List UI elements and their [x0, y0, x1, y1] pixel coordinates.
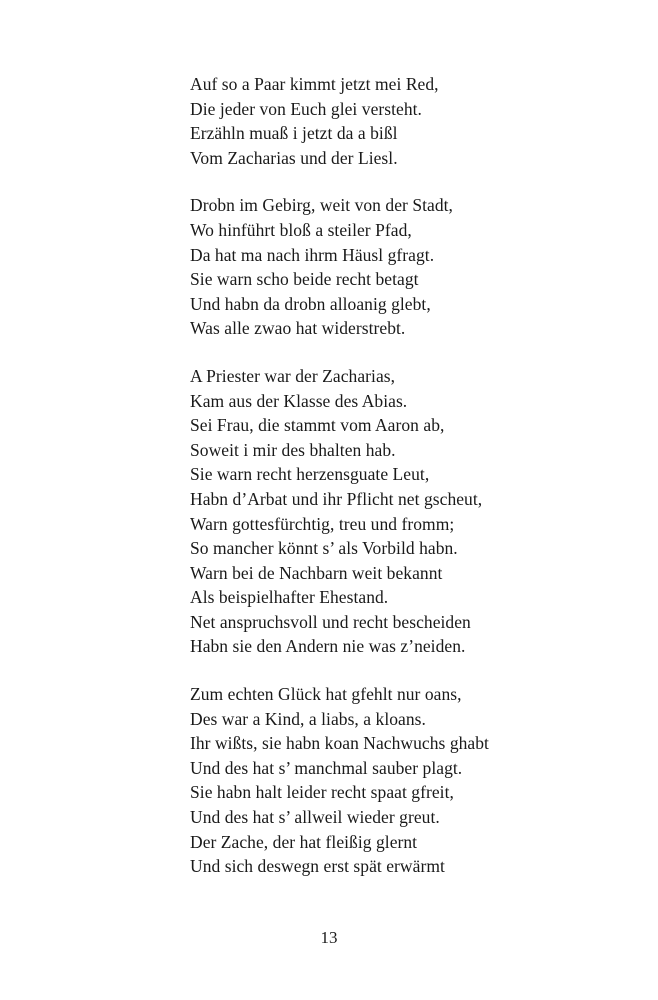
poem-line: Und des hat s’ manchmal sauber plagt.: [190, 757, 463, 778]
stanza-3: [190, 364, 630, 659]
poem-line: Zum echten Glück hat gfehlt nur oans,: [190, 684, 462, 705]
poem-line: Der Zache, der hat fleißig glernt: [190, 831, 418, 852]
poem-body: [190, 72, 630, 902]
poem-line: Und sich deswegn erst spät erwärmt: [190, 856, 445, 877]
poem-line: Vom Zacharias und der Liesl.: [190, 147, 398, 168]
poem-line: Die jeder von Euch glei versteht.: [190, 98, 422, 119]
poem-line: Sie warn scho beide recht betagt: [190, 269, 419, 290]
stanza-2: [190, 193, 630, 341]
stanza-1: [190, 72, 630, 170]
poem-line: Soweit i mir des bhalten hab.: [190, 439, 396, 460]
poem-line: Net anspruchsvoll und recht bescheiden: [190, 611, 471, 632]
poem-line: Als beispielhafter Ehestand.: [190, 587, 389, 608]
poem-line: Habn d’Arbat und ihr Pflicht net gscheut,: [190, 488, 483, 509]
poem-line: Habn sie den Andern nie was z’neiden.: [190, 636, 466, 657]
poem-line: Wo hinführt bloß a steiler Pfad,: [190, 219, 412, 240]
page-number: 13: [320, 928, 338, 947]
poem-line: Drobn im Gebirg, weit von der Stadt,: [190, 195, 453, 216]
poem-line: Sie habn halt leider recht spaat gfreit,: [190, 782, 454, 803]
stanza-4: [190, 682, 630, 879]
poem-line: Was alle zwao hat widerstrebt.: [190, 318, 406, 339]
poem-line: Sei Frau, die stammt vom Aaron ab,: [190, 415, 445, 436]
poem-line: Kam aus der Klasse des Abias.: [190, 390, 408, 411]
poem-line: Ihr wißts, sie habn koan Nachwuchs ghabt: [190, 733, 489, 754]
poem-line: So mancher könnt s’ als Vorbild habn.: [190, 538, 458, 559]
poem-line: Des war a Kind, a liabs, a kloans.: [190, 708, 426, 729]
poem-line: A Priester war der Zacharias,: [190, 365, 396, 386]
poem-line: Und des hat s’ allweil wieder greut.: [190, 807, 440, 828]
poem-line: Und habn da drobn alloanig glebt,: [190, 293, 431, 314]
poem-line: Warn bei de Nachbarn weit bekannt: [190, 562, 443, 583]
poem-line: Sie warn recht herzensguate Leut,: [190, 464, 430, 485]
poem-line: Warn gottesfürchtig, treu und fromm;: [190, 513, 455, 534]
poem-line: Auf so a Paar kimmt jetzt mei Red,: [190, 74, 439, 94]
poem-line: Da hat ma nach ihrm Häusl gfragt.: [190, 244, 435, 265]
poem-line: Erzähln muaß i jetzt da a bißl: [190, 123, 398, 144]
